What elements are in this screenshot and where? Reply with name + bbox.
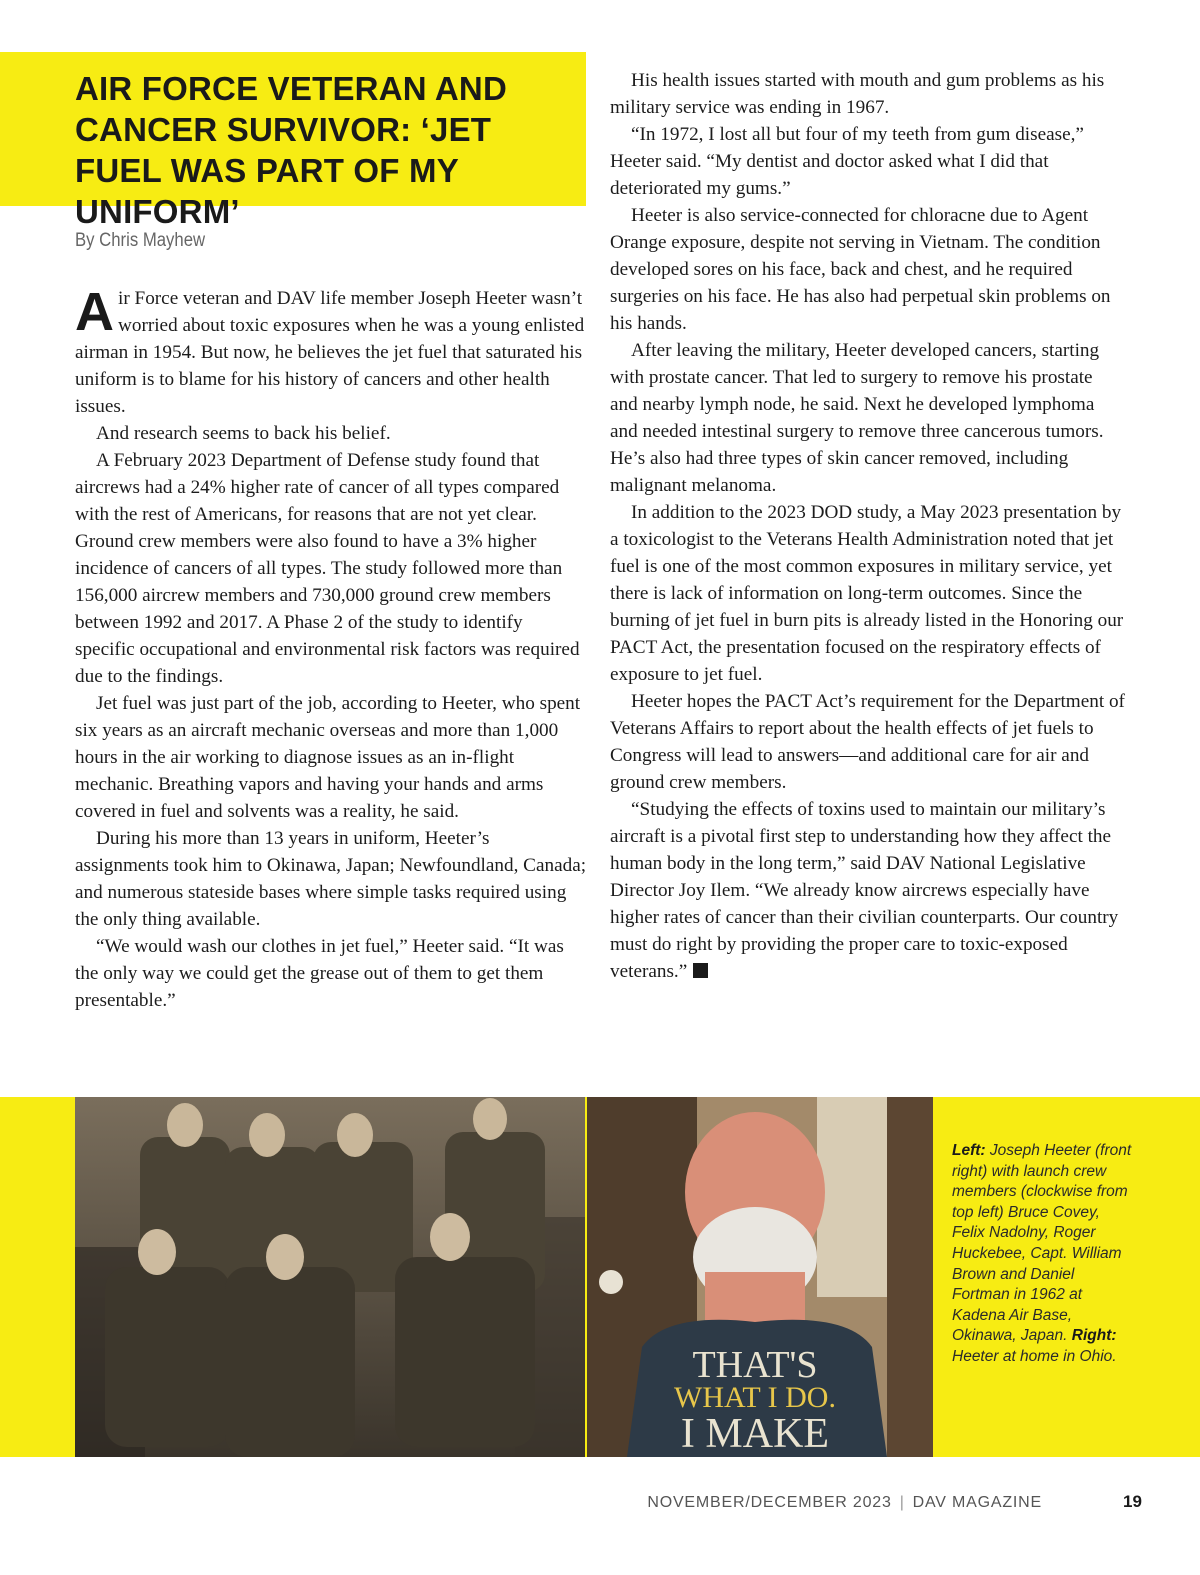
drop-cap: A [75, 282, 114, 342]
article-headline: AIR FORCE VETERAN AND CANCER SURVIVOR: ‘JET FUEL WAS PART OF MY UNIFORM’ [75, 70, 507, 230]
body-paragraph: After leaving the military, Heeter developed cancers, starting with prostate cancer. That led to surgery to remove his prostate and nearby lymph node, he said. Next he developed lymphoma and needed intestinal surgery to remove three cancerous tumors. He’s also had three types of skin cancer removed, including malignant melanoma. [610, 340, 1104, 496]
shirt-text-line1: THAT'S [692, 1344, 818, 1386]
body-paragraph: During his more than 13 years in uniform, Heeter’s assignments took him to Okinawa, Japan; Newfoundland, Canada; and numerous stateside bases where simple tasks required using the only thing available. [75, 828, 587, 930]
left-column [75, 282, 587, 1014]
body-paragraph: Jet fuel was just part of the job, according to Heeter, who spent six years as an aircraft mechanic overseas and more than 1,000 hours in the air working to diagnose issues as an in-flight mechanic. Breathing vapors and having your hands and arms covered in fuel and solvents was a reality, he said. [75, 693, 581, 822]
caption-right-text: Heeter at home in Ohio. [952, 1347, 1117, 1365]
caption-left-text: Joseph Heeter (front right) with launch crew members (clockwise from top left) Bruce Covey, Felix Nadolny, Roger Huckebee, Capt. William Brown and Daniel Fortman in 1962 at Kadena Air Base, Okinawa, Japan. [952, 1142, 1132, 1345]
right-column [610, 67, 1125, 985]
body-paragraph: Heeter is also service-connected for chloracne due to Agent Orange exposure, despite not serving in Vietnam. The condition developed sores on his face, back and chest, and he required surgeries on his face. He has also had perpetual skin problems on his hands. [610, 205, 1111, 334]
body-paragraph: In addition to the 2023 DOD study, a May 2023 presentation by a toxicologist to the Veterans Health Administration noted that jet fuel is one of the most common exposures in military service, yet there is lack of information on long-term outcomes. Since the burning of jet fuel in burn pits is already listed in the Honoring our PACT Act, the presentation focused on the respiratory effects of exposure to jet fuel. [610, 502, 1124, 685]
first-paragraph [75, 282, 587, 420]
body-paragraph: A February 2023 Department of Defense study found that aircrews had a 24% higher rate of cancer of all types compared with the rest of Americans, for reasons that are not yet clear. Ground crew members were also found to have a 3% higher incidence of cancers of all types. The study followed more than 156,000 aircrew members and 730,000 ground crew members between 1992 and 2017. A Phase 2 of the study to identify specific occupational and environmental risk factors was required due to the findings. [75, 450, 580, 687]
crew-group-photo [75, 1097, 585, 1457]
body-paragraph: “We would wash our clothes in jet fuel,” Heeter said. “It was the only way we could get the grease out of them to get them presentable.” [75, 936, 564, 1011]
body-paragraph: His health issues started with mouth and gum problems as his military service was ending in 1967. [610, 70, 1105, 118]
body-paragraph: Heeter hopes the PACT Act’s requirement for the Department of Veterans Affairs to report about the health effects of jet fuels to Congress will lead to answers—and additional care for air and ground crew members. [610, 691, 1125, 793]
caption-left-label: Left: [952, 1142, 986, 1159]
page-number: 19 [1123, 1492, 1142, 1511]
crew-group-photo-art [75, 1097, 585, 1457]
caption-right-label: Right: [1071, 1327, 1117, 1345]
first-paragraph-text: ir Force veteran and DAV life member Joseph Heeter wasn’t worried about toxic exposures when he was a young enlisted airman in 1954. But now, he believes the jet fuel that saturated his uniform is to blame for his history of cancers and other health issues. [75, 288, 585, 417]
heeter-portrait-photo [587, 1097, 933, 1457]
shirt-text-line3: I MAKE [680, 1411, 830, 1457]
closing-paragraph-text: “Studying the effects of toxins used to maintain our military’s aircraft is a pivotal first step to understanding how they affect the human body in the long term,” said DAV National Legislative Director Joy Ilem. “We already know aircrews especially have higher rates of cancer than their civilian counterparts. Our country must do right by providing the proper care to toxic-exposed veterans.” [610, 799, 1119, 982]
footer-separator: | [899, 1494, 905, 1511]
body-paragraph-last [610, 796, 1125, 985]
page-footer [647, 1494, 1042, 1512]
body-paragraph: And research seems to back his belief. [96, 423, 391, 444]
footer-issue: NOVEMBER/DECEMBER 2023 [647, 1494, 892, 1511]
heeter-portrait-art [587, 1097, 933, 1457]
shirt-text-line2: WHAT I DO. [674, 1381, 836, 1414]
photo-caption [952, 1141, 1132, 1368]
footer-magazine: DAV MAGAZINE [912, 1494, 1042, 1511]
headline-box [0, 52, 586, 230]
byline: By Chris Mayhew [75, 230, 206, 251]
body-paragraph: “In 1972, I lost all but four of my teeth from gum disease,” Heeter said. “My dentist and doctor asked what I did that deteriorated my gums.” [610, 124, 1084, 199]
photo-band [0, 1097, 1200, 1457]
end-of-article-mark [693, 963, 708, 978]
